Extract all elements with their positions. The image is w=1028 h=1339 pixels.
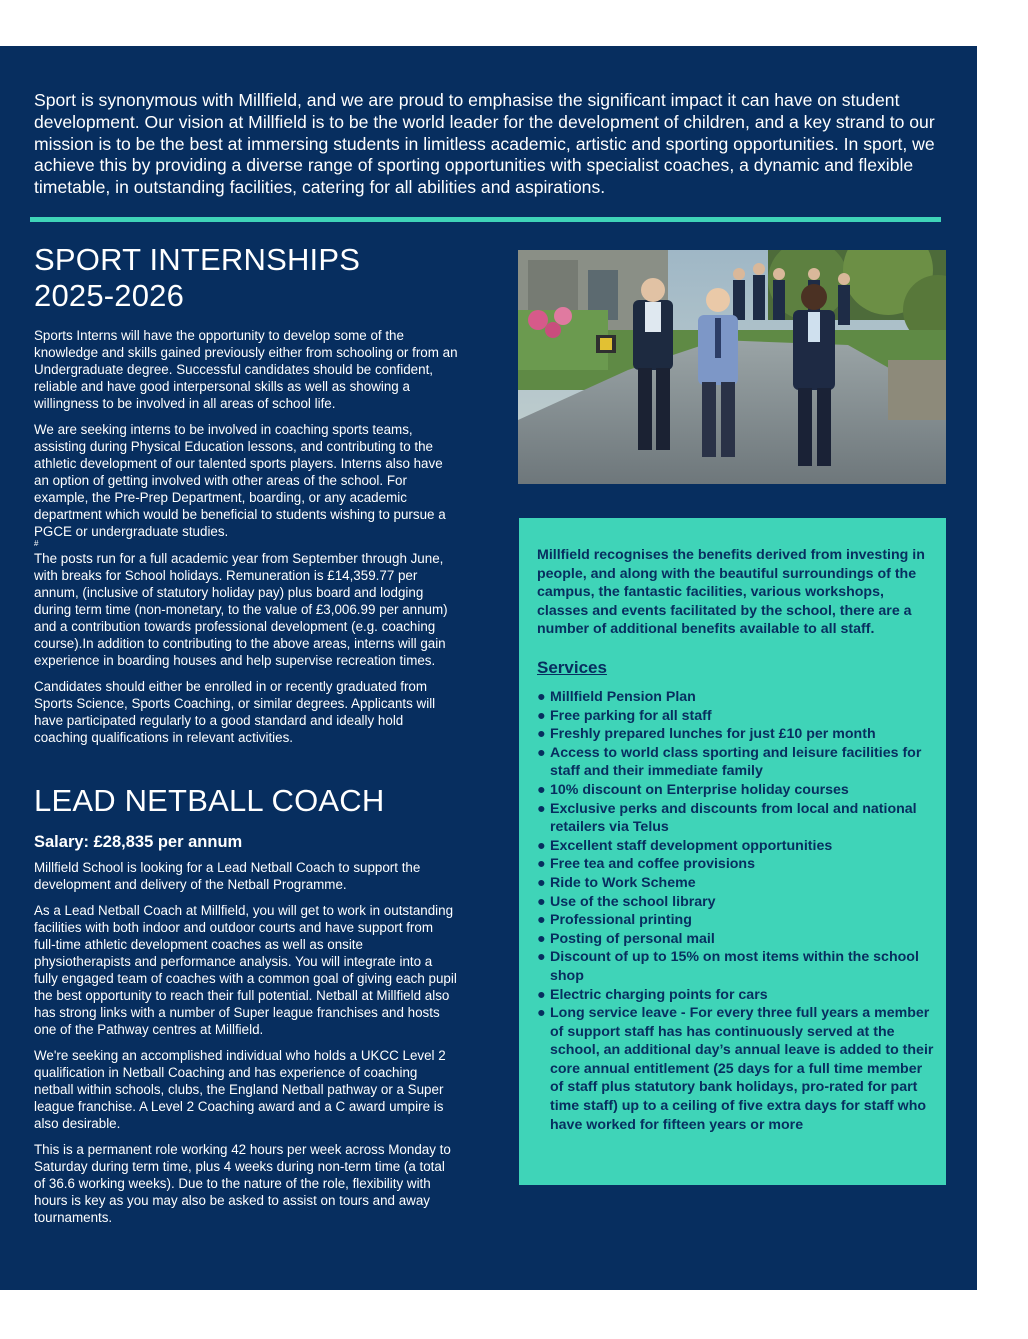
stray-marker: # (34, 539, 39, 548)
services-item-text: Professional printing (550, 912, 692, 929)
internships-paragraph-4: Candidates should either be enrolled in or recently graduated from Sports Science, Sports Coaching, or similar degrees. Applicants will have participated regularly to a good standard and ideally hold coaching qualifications in relevant activities. (34, 679, 436, 745)
bullet-icon: ● (537, 856, 546, 873)
services-list-item (537, 1004, 937, 1134)
bullet-icon: ● (537, 726, 546, 743)
bullet-icon: ● (537, 893, 546, 910)
services-item-text: 10% discount on Enterprise holiday courses (550, 781, 849, 798)
netball-paragraph-4: This is a permanent role working 42 hours per week across Monday to Saturday during term time, plus 4 weeks during non-term time (a total of 36.6 working weeks). Due to the nature of the role, flexibility with hours is key as you may also be asked to assist on tours and away tournaments. (34, 1142, 451, 1225)
intro-paragraph: Sport is synonymous with Millfield, and we are proud to emphasise the significant impact it can have on student development. Our vision at Millfield is to be the world leader for the development of children, and a key strand to our mission is to be the best at immersing students in limitless academic, artistic and sporting opportunities. In sport, we achieve this by providing a diverse range of sporting opportunities with specialist coaches, a dynamic and flexible timetable, in outstanding facilities, catering for all abilities and aspirations. (34, 90, 935, 198)
bullet-icon: ● (537, 707, 546, 724)
services-list-item (537, 707, 937, 726)
internships-title-line2: 2025-2026 (34, 278, 185, 313)
services-list-item (537, 688, 937, 707)
services-list-item (537, 986, 937, 1005)
bullet-icon: ● (537, 689, 546, 705)
content-panel (0, 46, 977, 1290)
internships-heading (34, 242, 458, 314)
services-list-item (537, 855, 937, 874)
bullet-icon: ● (537, 800, 546, 817)
bullet-icon: ● (537, 1005, 546, 1022)
services-item-text: Millfield Pension Plan (550, 689, 696, 705)
services-list-item (537, 725, 937, 744)
students-walking-photo (518, 250, 946, 484)
internships-paragraph-1: Sports Interns will have the opportunity to develop some of the knowledge and skills gained previously either from schooling or from an Undergraduate degree. Successful candidates should be confident, reliable and have good interpersonal skills as well as showing a willingness to be involved in all areas of school life. (34, 328, 458, 411)
services-item-text: Access to world class sporting and leisure facilities for staff and their immediate family (550, 744, 922, 780)
bullet-icon: ● (537, 837, 546, 854)
services-list-item (537, 930, 937, 949)
services-list-item (537, 837, 937, 856)
services-item-text: Exclusive perks and discounts from local and national retailers via Telus (550, 800, 917, 836)
salary-line: Salary: £28,835 per annum (34, 833, 243, 851)
bullet-icon: ● (537, 874, 546, 891)
bullet-icon: ● (537, 744, 546, 761)
services-list-item (537, 744, 937, 781)
services-item-text: Ride to Work Scheme (550, 874, 696, 891)
services-item-text: Discount of up to 15% on most items within the school shop (550, 949, 919, 984)
benefits-box (519, 518, 946, 1185)
teal-divider (30, 217, 941, 222)
services-item-text: Posting of personal mail (550, 930, 715, 947)
services-list-item (537, 948, 937, 985)
services-item-text: Long service leave - For every three full years a member of support staff has has continuously served at the school, an additional day’s annual leave is added to their core annual entitlement (25 days for a full time member of staff plus statutory bank holidays, pro-rated for part time staff) up to a ceiling of five extra days for staff who have worked for fifteen years or more (550, 1005, 934, 1133)
bullet-icon: ● (537, 912, 546, 929)
services-heading: Services (537, 658, 607, 677)
bullet-icon: ● (537, 949, 546, 966)
bullet-icon: ● (537, 781, 546, 798)
services-list-item (537, 800, 937, 837)
services-list-item (537, 911, 937, 930)
netball-heading: LEAD NETBALL COACH (34, 783, 385, 818)
services-item-text: Free tea and coffee provisions (550, 856, 755, 873)
internships-paragraph-3: The posts run for a full academic year from September through June, with breaks for School holidays. Remuneration is £14,359.77 per annum, (inclusive of statutory holiday pay) plus board and lodging during term time (non-monetary, to the value of £3,006.99 per annum) and a contribution towards professional development (e.g. coaching course).In addition to contributing to the above areas, interns will gain experience in boarding houses and help supervise recreation times. (34, 551, 448, 668)
campus-photo-illustration (518, 250, 946, 484)
netball-paragraph-3: We're seeking an accomplished individual who holds a UKCC Level 2 qualification in Netball Coaching and has experience of coaching netball within schools, clubs, the England Netball pathway or a Super league franchise. A Level 2 Coaching award and a C award umpire is also desirable. (34, 1048, 446, 1131)
services-list-item (537, 874, 937, 893)
services-list-item (537, 893, 937, 912)
internships-title-line1: SPORT INTERNSHIPS (34, 242, 361, 277)
netball-paragraph-2: As a Lead Netball Coach at Millfield, you will get to work in outstanding facilities with both indoor and outdoor courts and have support from full-time athletic development coaches as well as onsite physiotherapists and performance analysis. You will integrate into a fully engaged team of coaches with a common goal of giving each pupil the best opportunity to reach their full potential. Netball at Millfield also has strong links with a number of Super league franchises and hosts one of the Pathway centres at Millfield. (34, 903, 457, 1037)
bullet-icon: ● (537, 930, 546, 947)
services-item-text: Freshly prepared lunches for just £10 per month (550, 726, 876, 743)
services-list (537, 688, 937, 1134)
services-list-item (537, 781, 937, 800)
services-item-text: Electric charging points for cars (550, 986, 768, 1003)
internships-paragraph-2: We are seeking interns to be involved in coaching sports teams, assisting during Physical Education lessons, and contributing to the athletic development of our talented sports players. Interns also have an option of getting involved with other areas of the school. For example, the Pre-Prep Department, boarding, or any academic department which would be beneficial to students wishing to pursue a PGCE or undergraduate studies. (34, 422, 446, 539)
bullet-icon: ● (537, 986, 546, 1003)
services-item-text: Free parking for all staff (550, 707, 712, 724)
left-column (34, 242, 458, 1226)
netball-paragraph-1: Millfield School is looking for a Lead Netball Coach to support the development and delivery of the Netball Programme. (34, 860, 421, 892)
services-item-text: Excellent staff development opportunities (550, 837, 833, 854)
benefits-intro: Millfield recognises the benefits derived from investing in people, and along with the beautiful surroundings of the campus, the fantastic facilities, various workshops, classes and events facilitated by the school, there are a number of additional benefits available to all staff. (537, 547, 925, 638)
services-item-text: Use of the school library (550, 893, 716, 910)
